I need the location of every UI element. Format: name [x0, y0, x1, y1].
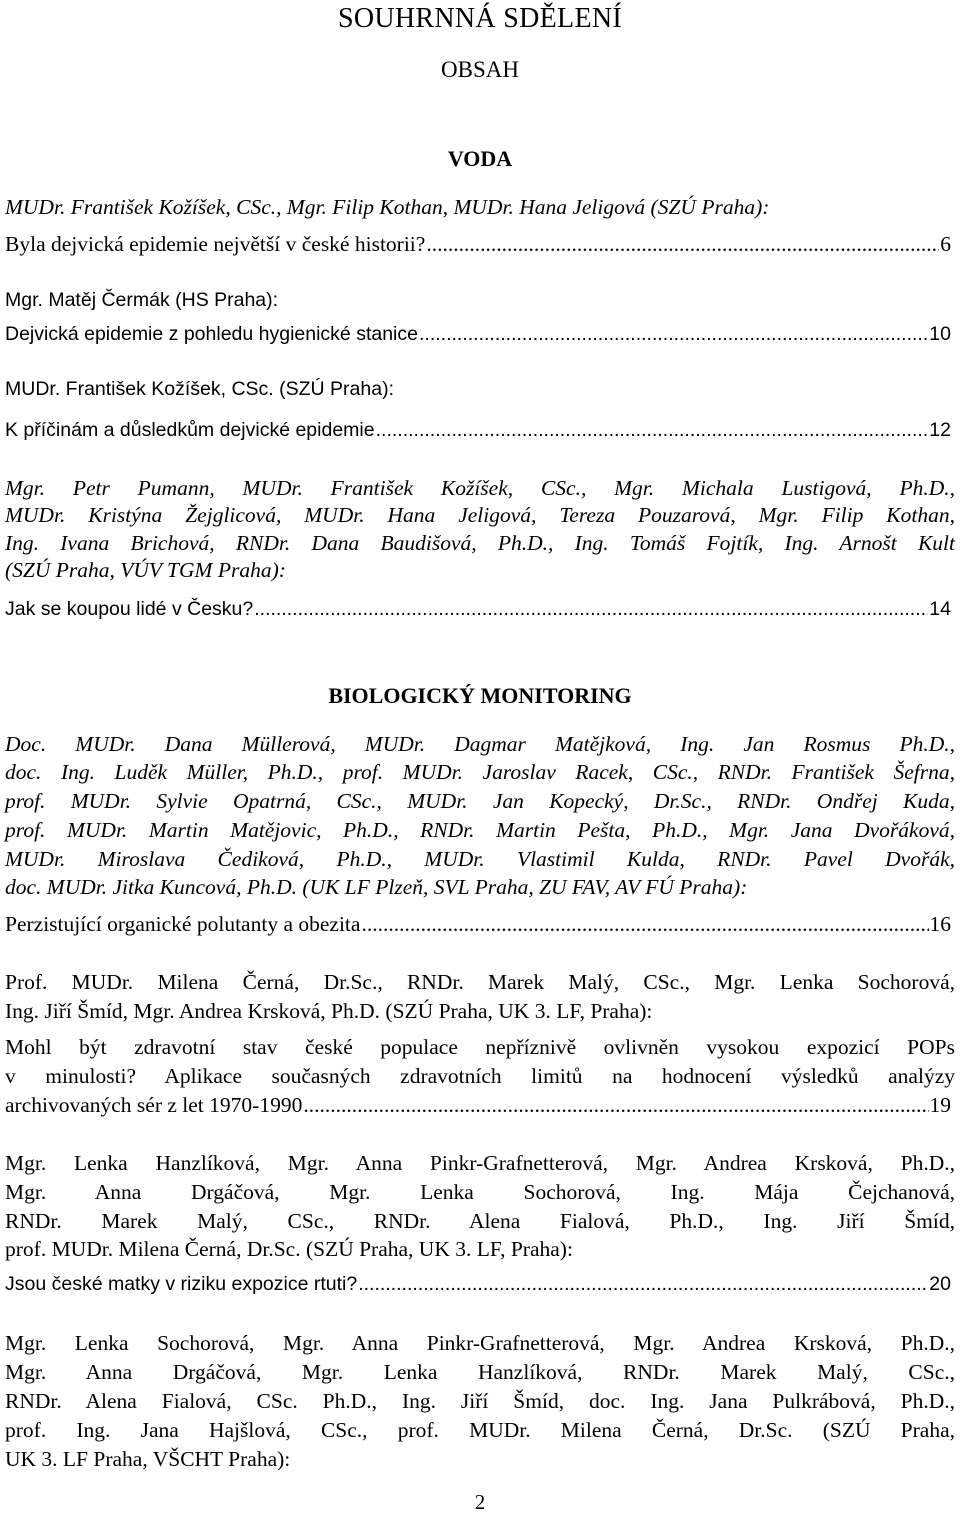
entry-authors-line: Ing. Jiří Šmíd, Mgr. Andrea Krsková, Ph.D. (SZÚ Praha, UK 3. LF, Praha):	[5, 999, 653, 1023]
toc-entry[interactable]	[5, 419, 951, 442]
dot-leader	[419, 323, 928, 346]
entry-title: Perzistující organické polutanty a obezita	[5, 912, 361, 936]
entry-authors-line: UK 3. LF Praha, VŠCHT Praha):	[5, 1447, 291, 1471]
entry-authors: MUDr. František Kožíšek, CSc. (SZÚ Praha):	[5, 378, 395, 400]
entry-title: archivovaných sér z let 1970-1990	[5, 1093, 303, 1117]
entry-page-number: 16	[929, 912, 951, 936]
dot-leader	[361, 912, 928, 937]
toc-entry[interactable]	[5, 1093, 951, 1118]
entry-authors-line: RNDr. Alena Fialová, CSc. Ph.D., Ing. Jiří Šmíd, doc. Ing. Jana Pulkrábová, Ph.D.,	[5, 1389, 955, 1413]
entry-title-line[interactable]: Mohl být zdravotní stav české populace nepříznivě ovlivněn vysokou expozicí POPs	[5, 1035, 955, 1059]
entry-authors-line: prof. MUDr. Milena Černá, Dr.Sc. (SZÚ Praha, UK 3. LF, Praha):	[5, 1237, 573, 1261]
contents-subtitle: OBSAH	[441, 57, 519, 82]
dot-leader	[254, 598, 928, 621]
dot-leader	[358, 1273, 928, 1296]
entry-authors-line: MUDr. Kristýna Žejglicová, MUDr. Hana Jeligová, Tereza Pouzarová, Mgr. Filip Kothan,	[5, 503, 955, 527]
entry-authors-line: doc. MUDr. Jitka Kuncová, Ph.D. (UK LF Plzeň, SVL Praha, ZU FAV, AV FÚ Praha):	[5, 875, 748, 899]
section-heading-voda: VODA	[447, 146, 513, 171]
section-heading-bio: BIOLOGICKÝ MONITORING	[328, 683, 632, 708]
entry-authors-line: Mgr. Anna Drgáčová, Mgr. Lenka Hanzlíková, RNDr. Marek Malý, CSc.,	[5, 1360, 955, 1384]
entry-authors-line: MUDr. Miroslava Čediková, Ph.D., MUDr. Vlastimil Kulda, RNDr. Pavel Dvořák,	[5, 847, 955, 871]
toc-entry[interactable]	[5, 232, 951, 257]
toc-entry[interactable]	[5, 912, 951, 937]
entry-page-number: 20	[929, 1273, 951, 1295]
entry-authors-line: RNDr. Marek Malý, CSc., RNDr. Alena Fialová, Ph.D., Ing. Jiří Šmíd,	[5, 1209, 955, 1233]
entry-authors-line: prof. Ing. Jana Hajšlová, CSc., prof. MUDr. Milena Černá, Dr.Sc. (SZÚ Praha,	[5, 1418, 955, 1442]
entry-authors-line: Mgr. Lenka Hanzlíková, Mgr. Anna Pinkr-Grafnetterová, Mgr. Andrea Krsková, Ph.D.,	[5, 1151, 955, 1175]
entry-title: Jak se koupou lidé v Česku?	[5, 598, 254, 620]
entry-authors: MUDr. František Kožíšek, CSc., Mgr. Filip Kothan, MUDr. Hana Jeligová (SZÚ Praha):	[5, 195, 770, 219]
entry-authors-line: (SZÚ Praha, VÚV TGM Praha):	[5, 558, 286, 582]
entry-authors-line: prof. MUDr. Sylvie Opatrná, CSc., MUDr. Jan Kopecký, Dr.Sc., RNDr. Ondřej Kuda,	[5, 789, 955, 813]
dot-leader	[303, 1093, 928, 1118]
toc-entry[interactable]	[5, 598, 951, 621]
entry-page-number: 10	[929, 323, 951, 345]
entry-authors: Mgr. Matěj Čermák (HS Praha):	[5, 289, 279, 311]
entry-page-number: 19	[929, 1093, 951, 1117]
entry-page-number: 6	[940, 232, 951, 256]
entry-title: K příčinám a důsledkům dejvické epidemie	[5, 419, 375, 441]
entry-authors-line: Prof. MUDr. Milena Černá, Dr.Sc., RNDr. Marek Malý, CSc., Mgr. Lenka Sochorová,	[5, 970, 955, 994]
toc-entry[interactable]	[5, 1273, 951, 1296]
entry-authors-line: doc. Ing. Luděk Müller, Ph.D., prof. MUDr. Jaroslav Racek, CSc., RNDr. František Šefrna,	[5, 760, 955, 784]
page-title: SOUHRNNÁ SDĚLENÍ	[337, 3, 623, 34]
entry-authors-line: Doc. MUDr. Dana Müllerová, MUDr. Dagmar Matějková, Ing. Jan Rosmus Ph.D.,	[5, 732, 955, 756]
entry-page-number: 12	[929, 419, 951, 441]
entry-title-line[interactable]: v minulosti? Aplikace současných zdravotních limitů na hodnocení výsledků analýzy	[5, 1064, 955, 1088]
entry-title: Jsou české matky v riziku expozice rtuti?	[5, 1273, 358, 1295]
entry-authors-line: prof. MUDr. Martin Matějovic, Ph.D., RNDr. Martin Pešta, Ph.D., Mgr. Jana Dvořáková,	[5, 818, 955, 842]
entry-title: Dejvická epidemie z pohledu hygienické stanice	[5, 323, 418, 345]
dot-leader	[426, 232, 939, 257]
page-number: 2	[474, 1490, 486, 1514]
entry-authors-line: Mgr. Petr Pumann, MUDr. František Kožíšek, CSc., Mgr. Michala Lustigová, Ph.D.,	[5, 476, 955, 500]
entry-authors-line: Mgr. Lenka Sochorová, Mgr. Anna Pinkr-Grafnetterová, Mgr. Andrea Krsková, Ph.D.,	[5, 1331, 955, 1355]
dot-leader	[376, 419, 929, 442]
entry-authors-line: Mgr. Anna Drgáčová, Mgr. Lenka Sochorová, Ing. Mája Čejchanová,	[5, 1180, 955, 1204]
toc-entry[interactable]	[5, 323, 951, 346]
entry-page-number: 14	[929, 598, 951, 620]
entry-title: Byla dejvická epidemie největší v české historii?	[5, 232, 426, 256]
entry-authors-line: Ing. Ivana Brichová, RNDr. Dana Baudišová, Ph.D., Ing. Tomáš Fojtík, Ing. Arnošt Kult	[5, 531, 955, 555]
